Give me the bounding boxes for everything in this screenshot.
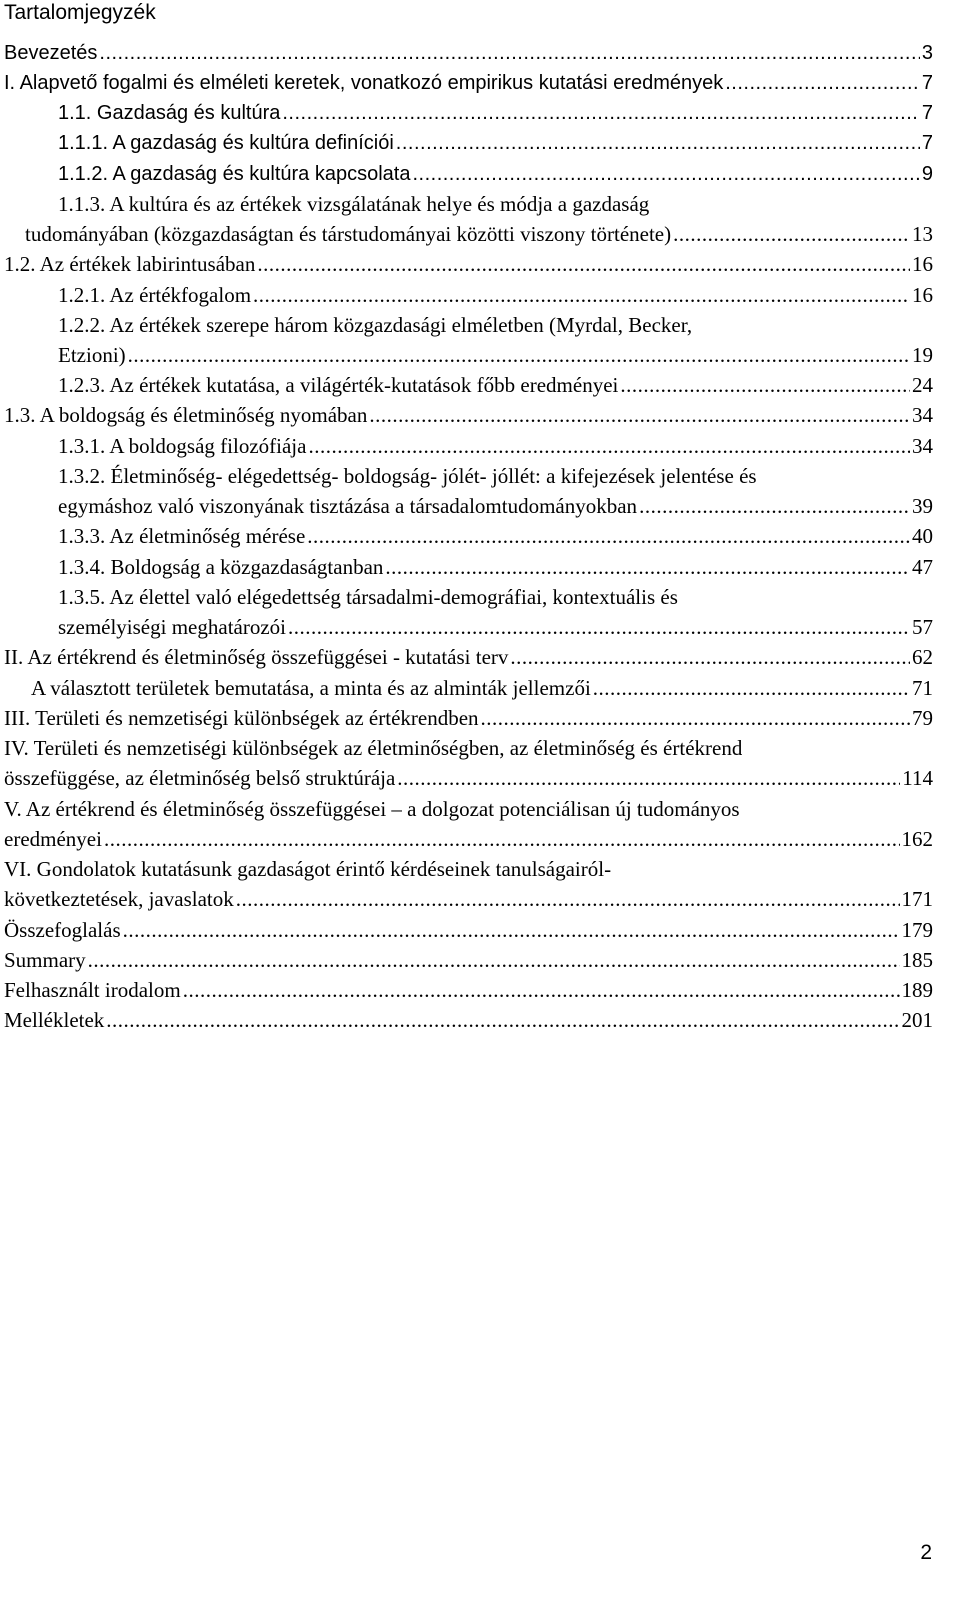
toc-entry-last-line [4, 249, 933, 279]
dot-leader [106, 1005, 899, 1035]
toc-entry-text: egymáshoz való viszonyának tisztázása a társadalomtudományokban [58, 494, 638, 518]
toc-entry-page: 179 [901, 918, 933, 942]
toc-entry-last-line [4, 945, 933, 975]
dot-leader [253, 280, 910, 310]
toc-entry-last-line [4, 68, 933, 98]
toc-entry-last-line [4, 824, 933, 854]
dot-leader [282, 98, 920, 128]
toc-entry-page: 9 [921, 163, 933, 185]
toc-entry-last-line [58, 552, 933, 582]
toc-entry-text: összefüggése, az életminőség belső struktúrája [4, 766, 396, 790]
toc-entry-last-line [4, 975, 933, 1005]
dot-leader [123, 915, 900, 945]
toc-entry-page: 24 [912, 373, 933, 397]
toc-entry-text: 1.1. Gazdaság és kultúra [58, 102, 281, 124]
toc-entry-last-line [58, 370, 933, 400]
toc-entry-last-line [58, 612, 933, 642]
dot-leader [308, 431, 910, 461]
dot-leader [673, 219, 910, 249]
toc-entry-text: eredményei [4, 827, 102, 851]
dot-leader [288, 612, 910, 642]
toc-entry-last-line [58, 98, 933, 128]
toc-entry-text: Etzioni) [58, 343, 126, 367]
dot-leader [412, 159, 919, 189]
toc-entry-text: személyiségi meghatározói [58, 615, 286, 639]
toc-entry-page: 34 [912, 434, 933, 458]
toc-entry-page: 7 [921, 72, 933, 94]
toc-entry-text: III. Területi és nemzetiségi különbségek az értékrendben [4, 706, 479, 730]
toc-entry-page: 7 [921, 132, 933, 154]
toc-entry-page: 40 [912, 524, 933, 548]
page-number: 2 [920, 1541, 932, 1564]
dot-leader [99, 38, 919, 68]
dot-leader [236, 884, 900, 914]
toc-entry-last-line [58, 521, 933, 551]
toc-entry-text: A választott területek bemutatása, a minta és az alminták jellemzői [31, 676, 591, 700]
toc-entry-page: 79 [912, 706, 933, 730]
toc-entry-last-line [58, 280, 933, 310]
toc-entry-last-line [4, 915, 933, 945]
dot-leader [481, 703, 910, 733]
toc-entry-text: Felhasznált irodalom [4, 978, 181, 1002]
dot-leader [396, 128, 920, 158]
toc-entry-last-line [31, 673, 933, 703]
toc-entry-page: 201 [901, 1008, 933, 1032]
toc-entry-line: 1.2.2. Az értékek szerepe három közgazdasági elméletben (Myrdal, Becker, [58, 313, 693, 337]
toc-entry-text: tudományában (közgazdaságtan és társtudományai közötti viszony története) [25, 222, 672, 246]
dot-leader [88, 945, 900, 975]
toc-entry-page: 189 [901, 978, 933, 1002]
toc-entry-page: 7 [921, 102, 933, 124]
dot-leader [593, 673, 910, 703]
toc-entry-page: 16 [912, 252, 933, 276]
toc-entry-last-line [58, 159, 933, 189]
dot-leader [104, 824, 900, 854]
dot-leader [385, 552, 910, 582]
toc-title: Tartalomjegyzék [4, 1, 156, 24]
toc-entry-page: 39 [912, 494, 933, 518]
toc-entry-text: következtetések, javaslatok [4, 887, 234, 911]
toc-entry-text: Összefoglalás [4, 918, 121, 942]
toc-entry-text: 1.1.2. A gazdaság és kultúra kapcsolata [58, 163, 411, 185]
toc-entry-text: 1.1.1. A gazdaság és kultúra definíciói [58, 132, 394, 154]
toc-entry-page: 19 [912, 343, 933, 367]
toc-entry-text: 1.2. Az értékek labirintusában [4, 252, 256, 276]
toc-entry-last-line [4, 642, 933, 672]
toc-entry-text: Summary [4, 948, 86, 972]
toc-entry-last-line [25, 219, 933, 249]
toc-entry-text: Bevezetés [4, 42, 98, 64]
toc-entry-last-line [58, 431, 933, 461]
toc-entry-last-line [4, 38, 933, 68]
toc-entry-text: II. Az értékrend és életminőség összefüggései - kutatási terv [4, 645, 509, 669]
toc-entry-text: 1.3.4. Boldogság a közgazdaságtanban [58, 555, 384, 579]
dot-leader [510, 642, 910, 672]
toc-entry-last-line [58, 128, 933, 158]
toc-entry-page: 171 [901, 887, 933, 911]
toc-entry-last-line [58, 491, 933, 521]
toc-entry-page: 47 [912, 555, 933, 579]
toc-entry-page: 185 [901, 948, 933, 972]
toc-entry-page: 57 [912, 615, 933, 639]
toc-entry-page: 16 [912, 283, 933, 307]
toc-entry-line: V. Az értékrend és életminőség összefüggései – a dolgozat potenciálisan új tudományos [4, 797, 740, 821]
dot-leader [307, 521, 910, 551]
toc-entry-text: I. Alapvető fogalmi és elméleti keretek, vonatkozó empirikus kutatási eredmények [4, 72, 724, 94]
dot-leader [639, 491, 910, 521]
toc-entry-text: 1.3.3. Az életminőség mérése [58, 524, 306, 548]
dot-leader [620, 370, 910, 400]
toc-entry-text: 1.2.3. Az értékek kutatása, a világérték-kutatások főbb eredményei [58, 373, 619, 397]
toc-entry-line: IV. Területi és nemzetiségi különbségek az életminőségben, az életminőség és értékrend [4, 736, 743, 760]
toc-entry-page: 71 [912, 676, 933, 700]
toc-entry-last-line [4, 400, 933, 430]
toc-entry-line: VI. Gondolatok kutatásunk gazdaságot érintő kérdéseinek tanulságairól- [4, 857, 612, 881]
toc-entry-page: 114 [902, 766, 933, 790]
toc-entry-text: Mellékletek [4, 1008, 105, 1032]
toc-entry-text: 1.3. A boldogság és életminőség nyomában [4, 403, 368, 427]
dot-leader [257, 249, 910, 279]
toc-entry-page: 34 [912, 403, 933, 427]
dot-leader [725, 68, 920, 98]
toc-entry-page: 62 [912, 645, 933, 669]
toc-entry-last-line [4, 884, 933, 914]
toc-entry-last-line [58, 340, 933, 370]
toc-entry-page: 13 [912, 222, 933, 246]
toc-entry-line: 1.1.3. A kultúra és az értékek vizsgálatának helye és módja a gazdaság [58, 192, 650, 216]
dot-leader [369, 400, 910, 430]
toc-entry-last-line [4, 1005, 933, 1035]
toc-entry-last-line [4, 763, 933, 793]
toc-entry-text: 1.2.1. Az értékfogalom [58, 283, 252, 307]
dot-leader [397, 763, 900, 793]
toc-entry-last-line [4, 703, 933, 733]
toc-entry-text: 1.3.1. A boldogság filozófiája [58, 434, 307, 458]
toc-entry-page: 3 [921, 42, 933, 64]
toc-entry-line: 1.3.2. Életminőség- elégedettség- boldogság- jólét- jóllét: a kifejezések jelentése és [58, 464, 757, 488]
toc-entry-page: 162 [901, 827, 933, 851]
toc-entry-line: 1.3.5. Az élettel való elégedettség társadalmi-demográfiai, kontextuális és [58, 585, 678, 609]
dot-leader [183, 975, 900, 1005]
dot-leader [128, 340, 910, 370]
